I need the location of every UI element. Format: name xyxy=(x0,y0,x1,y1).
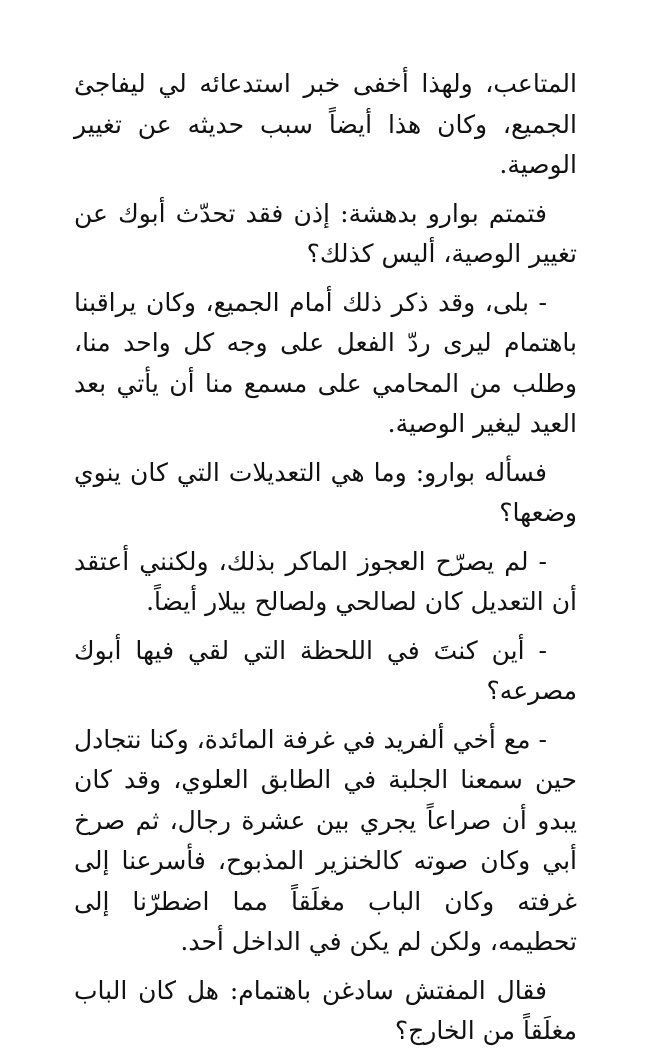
paragraph-6: - أين كنتَ في اللحظة التي لقي فيها أبوك مصرعه؟ xyxy=(74,635,577,705)
paragraph-5: - لم يصرّح العجوز الماكر بذلك، ولكنني أعتقد أن التعديل كان لصالحي ولصالح بيلار أيضاً. xyxy=(74,546,577,616)
paragraph-1: المتاعب، ولهذا أخفى خبر استدعائه لي ليفاجئ الجميع، وكان هذا أيضاً سبب حديثه عن تغيير الوصية. xyxy=(74,69,577,179)
paragraph-4: فسأله بوارو: وما هي التعديلات التي كان ينوي وضعها؟ xyxy=(74,457,577,527)
paragraph-3: - بلى، وقد ذكر ذلك أمام الجميع، وكان يراقبنا باهتمام ليرى ردّ الفعل على وجه كل واحد منا، وطلب من المحامي على مسمع منا أن يأتي بعد العيد ليغير الوصية. xyxy=(74,287,577,438)
paragraph-2: فتمتم بوارو بدهشة: إذن فقد تحدّث أبوك عن تغيير الوصية، أليس كذلك؟ xyxy=(74,198,577,268)
paragraph-8: فقال المفتش سادغن باهتمام: هل كان الباب مغلَقاً من الخارج؟ xyxy=(74,975,577,1045)
paragraph-7: - مع أخي ألفريد في غرفة المائدة، وكنا نتجادل حين سمعنا الجلبة في الطابق العلوي، وقد كان يبدو أن صراعاً يجري بين عشرة رجال، ثم صرخ أبي وكان صوته كالخنزير المذبوح، فأسرعنا إلى غرفته وكان الباب مغلَقاً مما اضطرّنا إلى تحطيمه، ولكن لم يكن في الداخل أحد. xyxy=(74,724,577,956)
